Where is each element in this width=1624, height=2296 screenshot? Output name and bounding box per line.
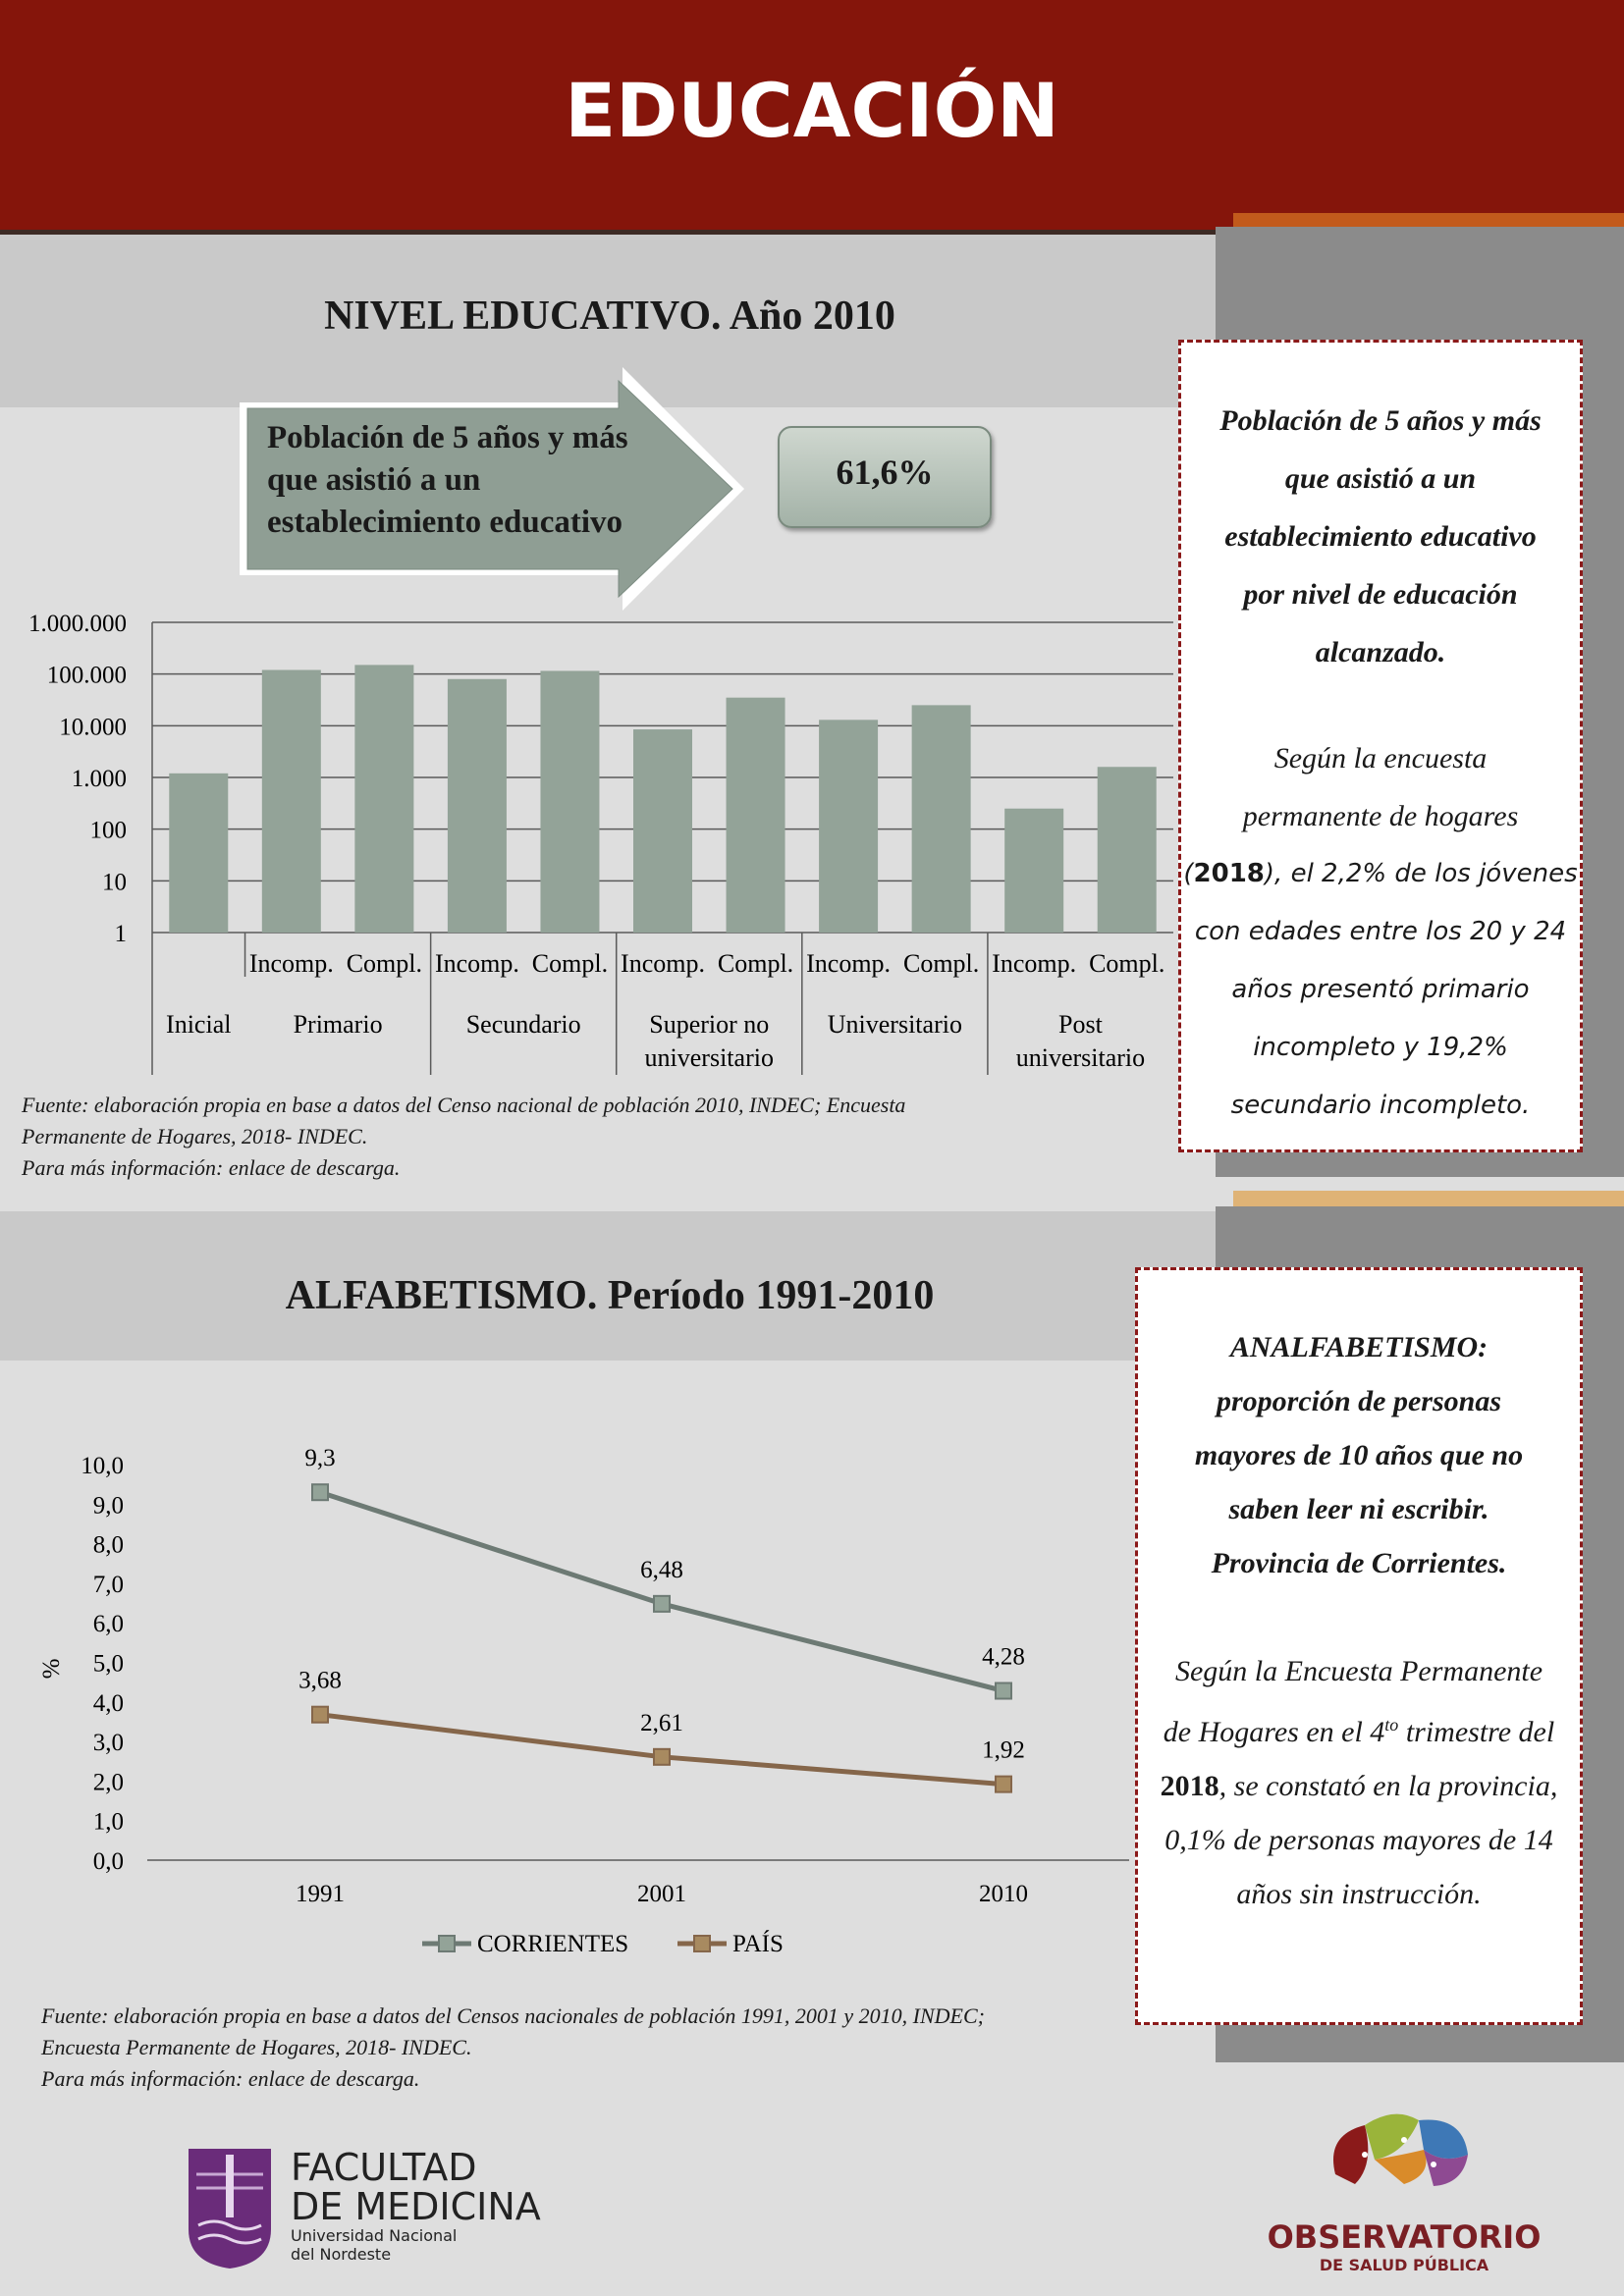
- bar: [819, 720, 878, 933]
- info-box-title: [1138, 1320, 1580, 1590]
- info-line: permanente de hogares: [1242, 800, 1519, 832]
- data-point: [654, 1749, 670, 1765]
- y-tick-label: 1: [114, 921, 127, 947]
- faculty-line1: FACULTAD: [291, 2146, 477, 2189]
- info-line: mayores de 10 años que no: [1194, 1439, 1524, 1471]
- bar: [262, 669, 321, 933]
- group-label: Universitario: [827, 1010, 962, 1039]
- y-tick-label: 3,0: [92, 1730, 124, 1757]
- page-title: EDUCACIÓN: [565, 67, 1059, 154]
- source-line: Permanente de Hogares, 2018- INDEC.: [22, 1124, 368, 1148]
- accent-strip-tan: [1233, 1191, 1624, 1206]
- x-tick-label: Compl.: [717, 949, 794, 978]
- info-box-alfa: [1135, 1267, 1583, 2025]
- info-line: ANALFABETISMO:: [1229, 1331, 1489, 1363]
- bar: [912, 705, 971, 933]
- faculty-line2: DE MEDICINA: [291, 2185, 541, 2228]
- y-tick-label: 5,0: [92, 1650, 124, 1678]
- observatorio-subtitle: DE SALUD PÚBLICA: [1319, 2256, 1489, 2274]
- info-box-text: [1181, 729, 1580, 845]
- y-tick-label: 4,0: [92, 1689, 124, 1717]
- bar: [727, 698, 785, 933]
- y-tick-label: 2,0: [92, 1769, 124, 1796]
- info-line: Provincia de Corrientes.: [1211, 1547, 1507, 1579]
- y-tick-label: 100: [89, 817, 127, 844]
- y-tick-label: 100.000: [46, 662, 127, 689]
- accent-strip-orange: [1233, 213, 1624, 227]
- info-line: Según la encuesta: [1273, 742, 1488, 774]
- info-line: establecimiento educativo: [1224, 520, 1537, 553]
- source-line: Encuesta Permanente de Hogares, 2018- INDEC.: [41, 2035, 472, 2059]
- bar-chart-nivel: [0, 589, 1208, 1080]
- legend-swatch-marker: [439, 1936, 455, 1951]
- info-line: secundario incompleto.: [1230, 1091, 1531, 1120]
- group-label: Inicial: [166, 1010, 232, 1039]
- bar: [1004, 809, 1063, 933]
- info-box-text-sans: [1181, 845, 1580, 1135]
- source-line: Para más información: enlace de descarga.: [22, 1155, 401, 1180]
- x-tick-label: 2010: [979, 1881, 1028, 1907]
- group-label: universitario: [1015, 1043, 1146, 1072]
- info-box-nivel: [1178, 340, 1583, 1152]
- info-line: proporción de personas: [1216, 1385, 1502, 1417]
- callout-line: Población de 5 años y más: [267, 420, 628, 455]
- y-tick-label: 1,0: [92, 1808, 124, 1836]
- group-label: Primario: [293, 1010, 383, 1039]
- info-line-part: trimestre del: [1398, 1716, 1555, 1748]
- x-tick-label: Compl.: [902, 949, 980, 978]
- info-line-part: , se constató en la provincia,: [1218, 1770, 1558, 1802]
- source-line: Fuente: elaboración propia en base a datos del Censo nacional de población 2010, INDEC; Encuesta: [22, 1093, 906, 1117]
- observatorio-brain-logo: [1326, 2106, 1473, 2204]
- y-axis-label: %: [38, 1658, 65, 1680]
- percent-badge: 61,6%: [778, 426, 992, 528]
- data-point: [996, 1683, 1011, 1699]
- y-tick-label: 10,0: [81, 1453, 124, 1479]
- info-line: años presentó primario: [1231, 975, 1530, 1004]
- callout-line: establecimiento educativo: [267, 505, 623, 540]
- y-tick-label: 0,0: [92, 1848, 124, 1875]
- x-tick-label: 1991: [296, 1881, 345, 1907]
- info-line-sup: to: [1384, 1715, 1399, 1735]
- bar: [169, 774, 228, 933]
- faculty-shield-logo: [185, 2145, 275, 2272]
- info-line: saben leer ni escribir.: [1228, 1493, 1489, 1525]
- data-label: 6,48: [640, 1556, 683, 1583]
- info-line: 0,1% de personas mayores de 14: [1164, 1824, 1553, 1856]
- group-label: Post: [1058, 1010, 1103, 1039]
- source-line: Fuente: elaboración propia en base a datos del Censos nacionales de población 1991, 2001 y 2010, INDEC;: [41, 2003, 985, 2028]
- legend-swatch-marker: [694, 1936, 710, 1951]
- info-line-rest: , el 2,2% de los jóvenes: [1274, 859, 1578, 888]
- bar: [354, 665, 413, 933]
- legend-label: CORRIENTES: [477, 1931, 629, 1957]
- x-tick-label: 2001: [637, 1881, 686, 1907]
- x-tick-label: Compl.: [531, 949, 609, 978]
- data-label: 2,61: [640, 1709, 683, 1736]
- info-line: que asistió a un: [1284, 462, 1477, 495]
- data-point: [312, 1707, 328, 1723]
- x-tick-label: Incomp.: [621, 949, 705, 978]
- info-year: 2018: [1193, 859, 1265, 888]
- data-point: [654, 1596, 670, 1612]
- info-line-part: de Hogares en el 4: [1163, 1716, 1385, 1748]
- bar: [448, 679, 507, 933]
- observatorio-title: OBSERVATORIO: [1267, 2218, 1542, 2256]
- faculty-sub2: del Nordeste: [291, 2245, 392, 2264]
- info-box-title: [1181, 392, 1580, 681]
- info-line: años sin instrucción.: [1236, 1878, 1482, 1910]
- group-label: Secundario: [465, 1010, 581, 1039]
- bar: [1098, 767, 1157, 933]
- info-line: Según la Encuesta Permanente: [1174, 1655, 1543, 1687]
- y-tick-label: 8,0: [92, 1531, 124, 1559]
- legend-label: PAÍS: [732, 1931, 784, 1957]
- info-line: [1138, 1698, 1580, 1759]
- data-point: [996, 1777, 1011, 1792]
- info-line: con edades entre los 20 y 24: [1194, 917, 1567, 946]
- group-label: universitario: [644, 1043, 774, 1072]
- x-tick-label: Incomp.: [434, 949, 519, 978]
- faculty-logo-subtext: [291, 2226, 457, 2264]
- data-label: 9,3: [304, 1445, 336, 1472]
- info-line: por nivel de educación: [1243, 578, 1518, 611]
- x-tick-label: Compl.: [346, 949, 423, 978]
- info-box-text: [1138, 1644, 1580, 1921]
- line-chart-alfa: [0, 1414, 1149, 1983]
- section-title-nivel: NIVEL EDUCATIVO. Año 2010: [324, 294, 895, 339]
- x-tick-label: Incomp.: [806, 949, 892, 978]
- x-tick-label: Incomp.: [248, 949, 334, 978]
- series-line: [320, 1492, 1003, 1690]
- y-tick-label: 9,0: [92, 1492, 124, 1520]
- info-line: (2018), el 2,2% de los jóvenes: [1183, 859, 1578, 888]
- x-tick-label: Incomp.: [992, 949, 1077, 978]
- callout-line: que asistió a un: [267, 462, 481, 498]
- group-label: Superior no: [649, 1010, 770, 1039]
- data-label: 4,28: [982, 1643, 1025, 1671]
- info-line: alcanzado.: [1315, 636, 1446, 668]
- y-tick-label: 10: [102, 869, 127, 896]
- data-label: 1,92: [982, 1736, 1025, 1764]
- source-note-alfa: [41, 2001, 1200, 2095]
- bar: [540, 670, 599, 933]
- x-tick-label: Compl.: [1089, 949, 1165, 978]
- info-line: incompleto y 19,2%: [1253, 1033, 1508, 1062]
- section-title-alfa: ALFABETISMO. Período 1991-2010: [285, 1273, 935, 1318]
- bar: [633, 729, 692, 933]
- info-line: Población de 5 años y más: [1219, 404, 1542, 437]
- info-line: [1138, 1759, 1580, 1813]
- info-year: 2018: [1160, 1770, 1219, 1802]
- y-tick-label: 1.000: [71, 766, 127, 792]
- faculty-sub1: Universidad Nacional: [291, 2226, 458, 2245]
- callout-arrow-text: [267, 417, 699, 544]
- y-tick-label: 10.000: [59, 714, 127, 741]
- source-note-nivel: [22, 1090, 1200, 1184]
- faculty-logo-text: [291, 2148, 541, 2226]
- data-label: 3,68: [298, 1667, 342, 1694]
- y-tick-label: 7,0: [92, 1571, 124, 1598]
- y-tick-label: 1.000.000: [28, 611, 127, 637]
- y-tick-label: 6,0: [92, 1611, 124, 1638]
- source-line: Para más información: enlace de descarga.: [41, 2066, 420, 2091]
- data-point: [312, 1484, 328, 1500]
